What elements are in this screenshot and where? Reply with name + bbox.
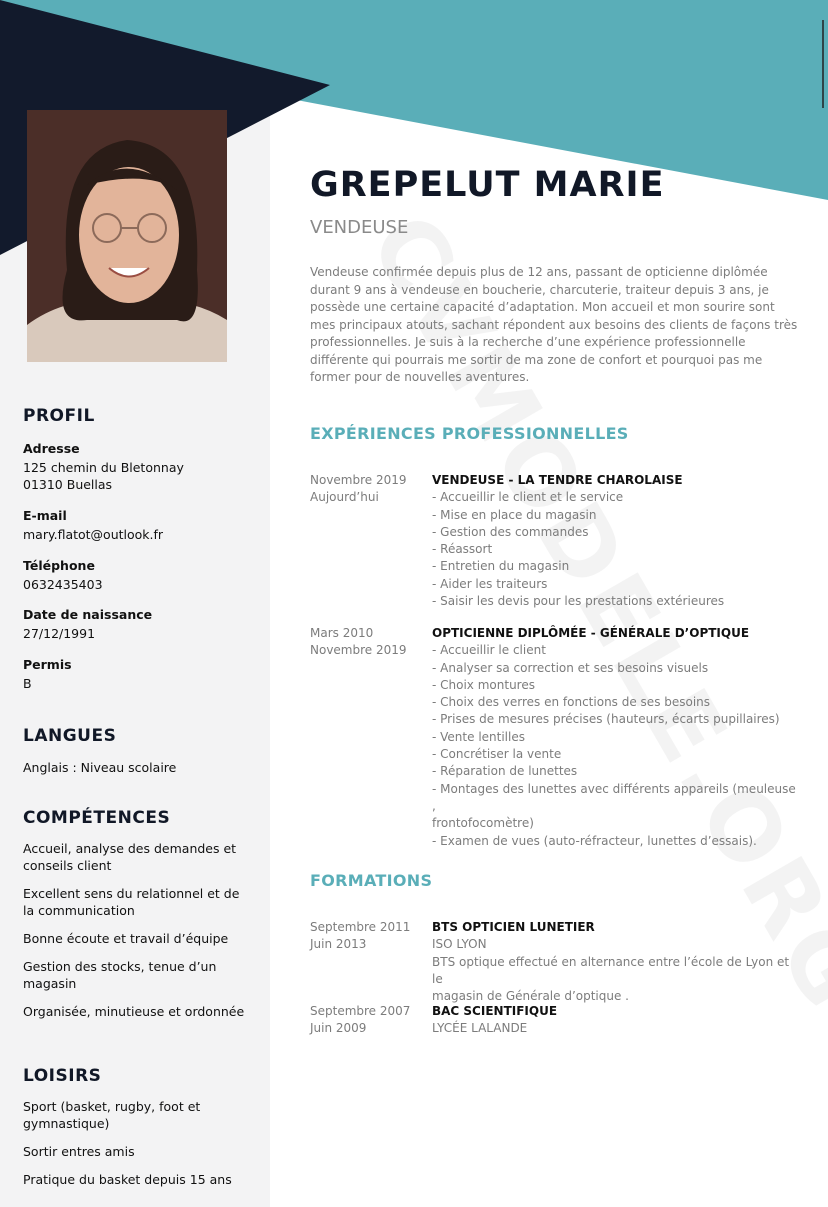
- profile-photo: [27, 110, 227, 362]
- address-line1: 125 chemin du Bletonnay: [23, 460, 184, 475]
- entry-dates: [310, 919, 430, 954]
- entry-line: - Entretien du magasin: [432, 559, 570, 574]
- entry-title: BAC SCIENTIFIQUE: [432, 1004, 558, 1018]
- license-value: B: [23, 676, 32, 691]
- languages-section: [23, 726, 176, 776]
- phone-label: Téléphone: [23, 558, 95, 573]
- entry-body: [432, 625, 802, 850]
- hobby-item: Sortir entres amis: [23, 1144, 135, 1159]
- experience-title: EXPÉRIENCES PROFESSIONNELLES: [310, 424, 629, 443]
- birth-value: 27/12/1991: [23, 626, 96, 641]
- entry-title: OPTICIENNE DIPLÔMÉE - GÉNÉRALE D’OPTIQUE: [432, 626, 750, 640]
- candidate-name: GREPELUT MARIE: [310, 165, 665, 205]
- address-line2: 01310 Buellas: [23, 477, 113, 492]
- skill-item: Accueil, analyse des demandes et conseils client: [23, 841, 237, 873]
- email-label: E-mail: [23, 508, 67, 523]
- entry-line: magasin de Générale d’optique .: [432, 989, 629, 1004]
- hobbies-title: LOISIRS: [23, 1066, 102, 1086]
- entry-line: - Accueillir le client et le service: [432, 490, 624, 505]
- license-block: [23, 657, 72, 692]
- entry-line: frontofocomètre): [432, 816, 534, 831]
- date-start: Novembre 2019: [310, 473, 407, 487]
- skill-item: Excellent sens du relationnel et de la communication: [23, 886, 240, 918]
- entry-line: - Prises de mesures précises (hauteurs, écarts pupillaires): [432, 712, 780, 727]
- email-block: [23, 508, 163, 543]
- hobby-item: Sport (basket, rugby, foot et gymnastique): [23, 1099, 201, 1131]
- phone-block: [23, 558, 103, 593]
- entry-line: - Analyser sa correction et ses besoins visuels: [432, 660, 709, 675]
- skill-item: Bonne écoute et travail d’équipe: [23, 931, 229, 946]
- entry-line: - Accueillir le client: [432, 643, 546, 658]
- entry-line: ISO LYON: [432, 937, 487, 952]
- address-label: Adresse: [23, 441, 80, 456]
- hobbies-section: [23, 1066, 248, 1199]
- date-end: Novembre 2019: [310, 643, 407, 658]
- license-label: Permis: [23, 657, 72, 672]
- date-start: Septembre 2011: [310, 920, 411, 934]
- birth-block: [23, 607, 152, 642]
- entry-line: - Choix des verres en fonctions de ses besoins: [432, 695, 711, 710]
- entry-line: - Vente lentilles: [432, 729, 525, 744]
- entry-line: - Réassort: [432, 542, 493, 557]
- entry-line: - Mise en place du magasin: [432, 507, 597, 522]
- entry-line: - Aider les traiteurs: [432, 576, 548, 591]
- date-end: Aujourd’hui: [310, 490, 379, 505]
- skills-title: COMPÉTENCES: [23, 808, 171, 828]
- language-item: Anglais : Niveau scolaire: [23, 760, 177, 775]
- profile-title: PROFIL: [23, 406, 95, 426]
- email-value: mary.flatot@outlook.fr: [23, 527, 164, 542]
- summary-text: Vendeuse confirmée depuis plus de 12 ans, passant de opticienne diplômée durant 9 ans à vendeuse en boucherie, charcuterie, traiteur depuis 3 ans, je possède une certaine capacité d’adaptation. Mon accueil et mon sourire sont mes principaux atouts, sachant répondent aux besoins des clients de façons très professionnelles. Je suis à la recherche d’une expérience professionnelle différente qui pourrais me sortir de ma zone de confort et pourquoi pas me former pour de nouvelles aventures.: [310, 265, 798, 384]
- entry-title: BTS OPTICIEN LUNETIER: [432, 920, 595, 934]
- entry-title: VENDEUSE - LA TENDRE CHAROLAISE: [432, 473, 683, 487]
- entry-line: - Examen de vues (auto-réfracteur, lunettes d’essais).: [432, 833, 757, 848]
- entry-line: BTS optique effectué en alternance entre l’école de Lyon et le: [432, 954, 790, 986]
- date-end: Juin 2013: [310, 937, 367, 952]
- skills-section: [23, 808, 248, 1031]
- entry-body: [432, 1003, 802, 1038]
- entry-line: - Gestion des commandes: [432, 524, 589, 539]
- skill-item: Organisée, minutieuse et ordonnée: [23, 1004, 245, 1019]
- date-start: Septembre 2007: [310, 1004, 411, 1018]
- profile-section: [23, 406, 95, 426]
- entry-body: [432, 472, 802, 610]
- phone-value: 0632435403: [23, 577, 103, 592]
- entry-line: - Concrétiser la vente: [432, 747, 562, 762]
- entry-line: - Choix montures: [432, 677, 535, 692]
- entry-dates: [310, 472, 430, 507]
- education-title: FORMATIONS: [310, 871, 433, 890]
- entry-line: - Montages des lunettes avec différents appareils (meuleuse ,: [432, 781, 796, 813]
- entry-dates: [310, 625, 430, 660]
- date-start: Mars 2010: [310, 626, 374, 640]
- skill-item: Gestion des stocks, tenue d’un magasin: [23, 959, 217, 991]
- address-block: [23, 441, 184, 493]
- job-title: VENDEUSE: [310, 217, 409, 238]
- birth-label: Date de naissance: [23, 607, 153, 622]
- entry-line: LYCÉE LALANDE: [432, 1021, 528, 1036]
- entry-line: - Réparation de lunettes: [432, 764, 578, 779]
- entry-body: [432, 919, 802, 1005]
- hobby-item: Pratique du basket depuis 15 ans: [23, 1172, 232, 1187]
- date-end: Juin 2009: [310, 1021, 367, 1036]
- entry-line: - Saisir les devis pour les prestations extérieures: [432, 594, 725, 609]
- entry-dates: [310, 1003, 430, 1038]
- languages-title: LANGUES: [23, 726, 117, 746]
